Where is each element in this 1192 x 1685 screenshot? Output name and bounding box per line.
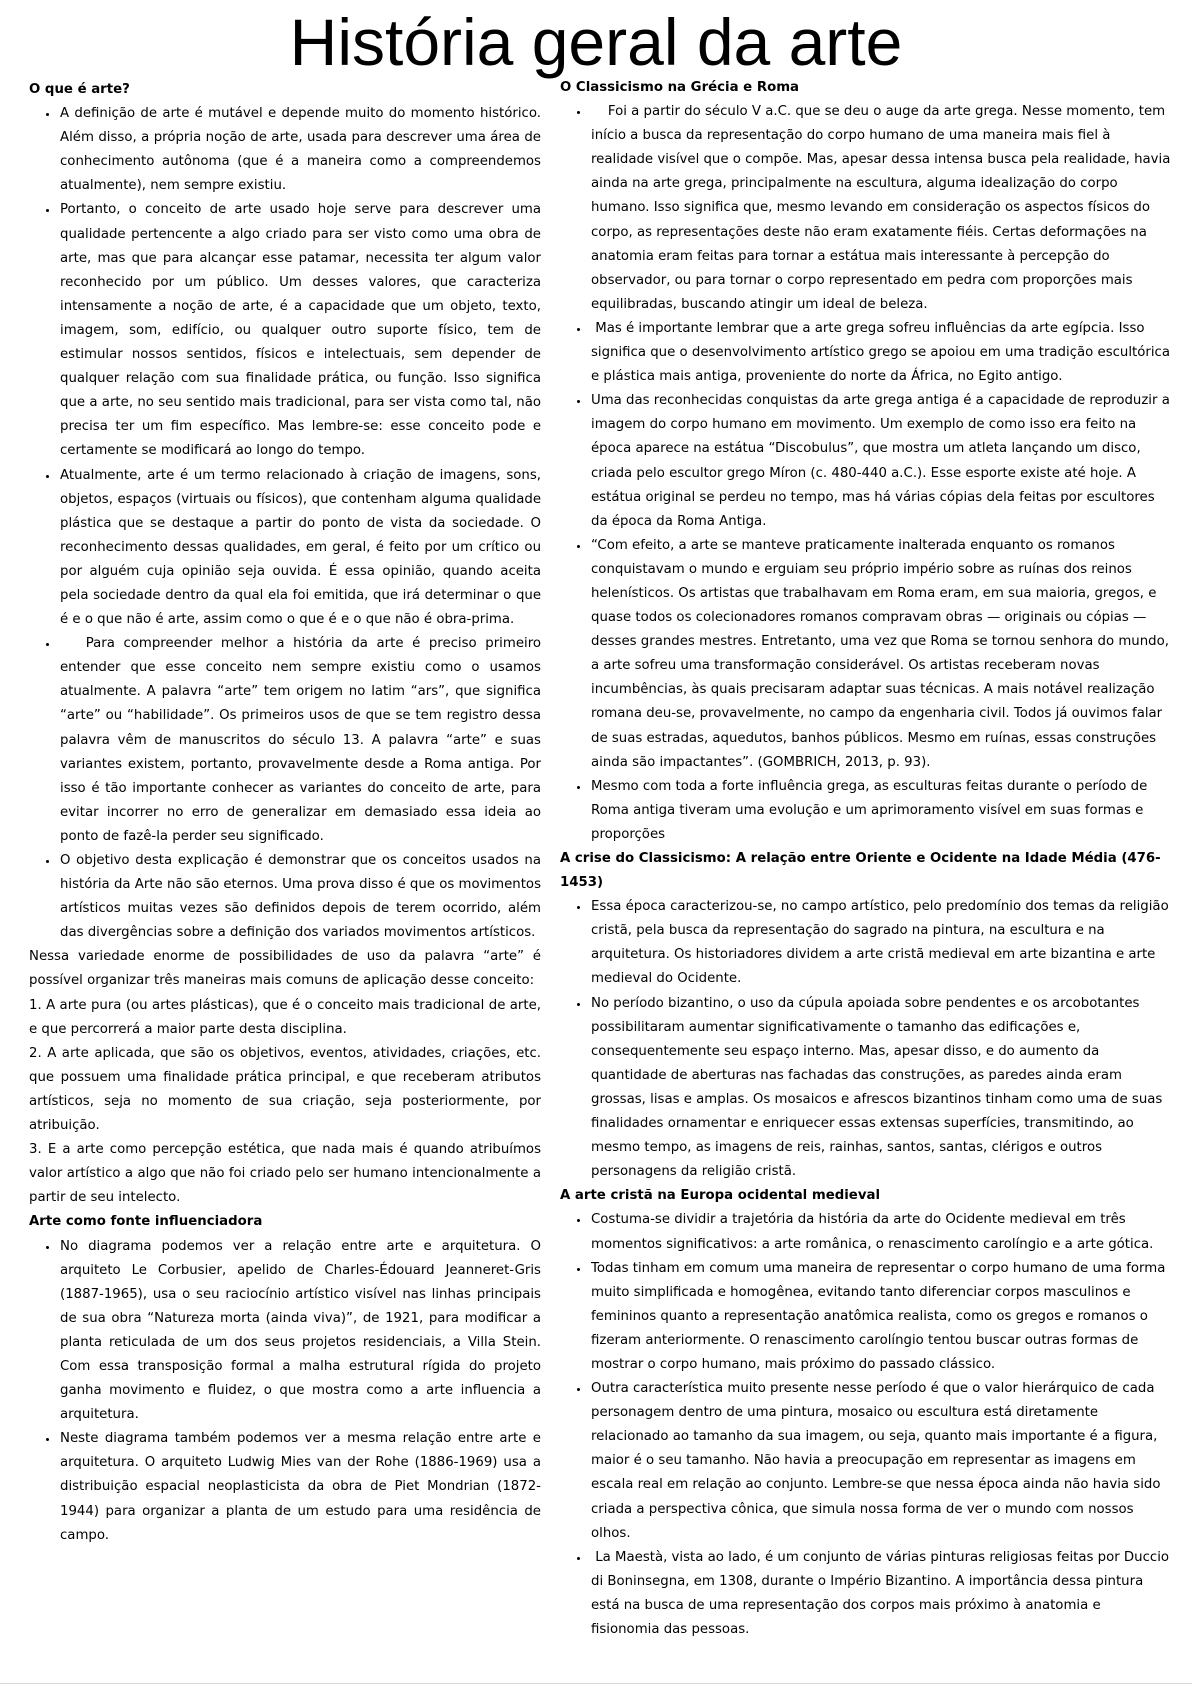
paragraph-aesthetic-art: 3. E a arte como percepção estética, que nada mais é quando atribuímos valor artístico a algo que não foi criado pelo ser humano intencionalmente a partir de seu intelecto. <box>29 1142 541 1206</box>
list-item: • Uma das reconhecidas conquistas da arte grega antiga é a capacidade de reproduzir a imagem do corpo humano em movimento. Um exemplo de como isso era feito na época aparece na estátua “Discobulus”, que mostra um atleta lançando um disco, criada pelo escultor grego Míron (c. 480-440 a.C.). Esse esporte existe até hoje. A estátua original se perdeu no tempo, mas há várias cópias dela feitas por escultores da época da Roma Antiga. <box>590 389 1172 534</box>
list-item: • Neste diagrama também podemos ver a mesma relação entre arte e arquitetura. O arquiteto Ludwig Mies van der Rohe (1886-1969) usa a distribuição espacial neoplasticista da obra de Piet Mondrian (1872-1944) para organizar a planta de um estudo para uma residência de campo. <box>59 1427 541 1547</box>
list-item: • No período bizantino, o uso da cúpula apoiada sobre pendentes e os arcobotantes possibilitaram aumentar significativamente o tamanho das edificações e, consequentemente seu espaço interno. Mas, apesar disso, e do aumento da quantidade de aberturas nas fachadas das construções, as paredes ainda eram grossas, lisas e amplas. Os mosaicos e afrescos bizantinos tinham como uma de suas finalidades ornamentar e enriquecer essas extensas superfícies, transmitindo, ao mesmo tempo, as imagens de reis, rainhas, santos, santas, clérigos e outros personagens da religião cristã. <box>590 992 1172 1185</box>
paragraph-pure-art: 1. A arte pura (ou artes plásticas), que é o conceito mais tradicional de arte, e que percorrerá a maior parte desta disciplina. <box>29 997 541 1037</box>
section-heading-classicism: O Classicismo na Grécia e Roma <box>560 80 800 95</box>
list-item: • O objetivo desta explicação é demonstrar que os conceitos usados na história da Arte não são eternos. Uma prova disso é que os movimentos artísticos muitas vezes são definidos depois de terem ocorrido, além das divergências sobre a definição dos variados movimentos artísticos. <box>59 849 541 945</box>
list-item: • Atualmente, arte é um termo relacionado à criação de imagens, sons, objetos, espaços (virtuais ou físicos), que contenham alguma qualidade plástica que se destaque a partir do ponto de vista da sociedade. O reconhecimento dessas qualidades, em geral, é feito por um crítico ou por alguém cuja opinião seja ouvida. É essa opinião, quando aceita pela sociedade dentro da qual ela foi emitida, que irá determinar o que é e o que não é arte, assim como o que é e o que não é obra-prima. <box>59 464 541 633</box>
list-item: • Outra característica muito presente nesse período é que o valor hierárquico de cada personagem dentro de uma pintura, mosaico ou escultura está diretamente relacionado ao tamanho da sua imagem, ou seja, quanto mais importante é a figura, maior é o seu tamanho. Não havia a preocupação em representar as imagens em escala real em relação ao conjunto. Lembre-se que nessa época ainda não havia sido criada a perspectiva cônica, que simula nossa forma de ver o mundo com nossos olhos. <box>590 1377 1172 1546</box>
section-heading-classicism-crisis: A crise do Classicismo: A relação entre Oriente e Ocidente na Idade Média (476-1453) <box>560 851 1161 891</box>
paragraph-intro: Nessa variedade enorme de possibilidades de uso da palavra “arte” é possível organizar três maneiras mais comuns de aplicação desse conceito: <box>29 949 541 989</box>
list-item: • Mesmo com toda a forte influência grega, as esculturas feitas durante o período de Roma antiga tiveram uma evolução e um aprimoramento visível em suas formas e proporções <box>590 775 1172 847</box>
bullet-list-art-influence <box>29 1235 541 1548</box>
list-item: • Para compreender melhor a história da arte é preciso primeiro entender que esse conceito nem sempre existiu como o usamos atualmente. A palavra “arte” tem origem no latim “ars”, que significa “arte” ou “habilidade”. Os primeiros usos de que se tem registro dessa palavra vêm de manuscritos do século 13. A palavra “arte” e suas variantes existem, portanto, provavelmente desde a Roma antiga. Por isso é tão importante conhecer as variantes do conceito de arte, para evitar incorrer no erro de generalizar em demasiado essa ideia ao ponto de fazê-la perder seu significado. <box>59 632 541 849</box>
section-heading-christian-art: A arte cristã na Europa ocidental medieval <box>560 1188 881 1204</box>
list-item: • Costuma-se dividir a trajetória da história da arte do Ocidente medieval em três momentos significativos: a arte românica, o renascimento carolíngio e a arte gótica. <box>590 1208 1172 1256</box>
list-item: • A definição de arte é mutável e depende muito do momento histórico. Além disso, a própria noção de arte, usada para descrever uma área de conhecimento autônoma (que é a maneira como a compreendemos atualmente), nem sempre existiu. <box>59 102 541 198</box>
paragraph-applied-art: 2. A arte aplicada, que são os objetivos, eventos, atividades, criações, etc. que possuem uma finalidade prática principal, e que receberam atributos artísticos, seja no momento de sua criação, seja posteriormente, por atribuição. <box>29 1045 541 1134</box>
list-item: • Portanto, o conceito de arte usado hoje serve para descrever uma qualidade pertencente a algo criado para ser visto como uma obra de arte, mas que para alcançar esse patamar, necessita ter algum valor reconhecido por um público. Um desses valores, que caracteriza intensamente a noção de arte, é a capacidade que um objeto, texto, imagem, som, edifício, ou qualquer outro suporte físico, tem de estimular nossos sentidos, físicos e intelectuais, sem depender de qualquer relação com sua finalidade prática, ou função. Isso significa que a arte, no seu sentido mais tradicional, para ser vista como tal, não precisa ter um fim específico. Mas lembre-se: esse conceito pode e certamente se modificará ao longo do tempo. <box>59 198 541 463</box>
bullet-list-christian-art <box>560 1208 1172 1642</box>
list-item: • La Maestà, vista ao lado, é um conjunto de várias pinturas religiosas feitas por Duccio di Boninsegna, em 1308, durante o Império Bizantino. A importância dessa pintura está na busca de uma representação dos corpos mais próximo à anatomia e fisionomia das pessoas. <box>590 1546 1172 1642</box>
section-heading-art-influence: Arte como fonte influenciadora <box>29 1214 263 1230</box>
right-column <box>560 76 1175 1642</box>
list-item: • Foi a partir do século V a.C. que se deu o auge da arte grega. Nesse momento, tem início a busca da representação do corpo humano de uma maneira mais fiel à realidade visível que o compõe. Mas, apesar dessa intensa busca pela realidade, havia ainda na arte grega, principalmente na escultura, alguma idealização do corpo humano. Isso significa que, mesmo levando em consideração os aspectos físicos do corpo, as representações deste não eram exatamente fiéis. Certas deformações na anatomia eram feitas para tornar a estátua mais interessante à percepção do observador, ou para tornar o corpo representado em pedra com proporções mais equilibradas, buscando atingir um ideal de beleza. <box>590 100 1172 317</box>
list-item: • “Com efeito, a arte se manteve praticamente inalterada enquanto os romanos conquistavam o mundo e erguiam seu próprio império sobre as ruínas dos reinos helenísticos. Os artistas que trabalhavam em Roma eram, em sua maioria, gregos, e quase todos os colecionadores romanos compravam obras — originais ou cópias — desses grandes mestres. Entretanto, uma vez que Roma se tornou senhora do mundo, a arte sofreu uma transformação considerável. Os artistas receberam novas incumbências, às quais precisaram adaptar suas técnicas. A mais notável realização romana deu-se, provavelmente, no campo da engenharia civil. Todos já ouvimos falar de suas estradas, aquedutos, banhos públicos. Mesmo em ruínas, essas construções ainda são impactantes”. (GOMBRICH, 2013, p. 93). <box>590 534 1172 775</box>
page-title: História geral da arte <box>289 5 903 79</box>
bullet-list-classicism <box>560 100 1175 847</box>
bullet-list-what-is-art <box>29 102 546 945</box>
bullet-list-classicism-crisis <box>560 895 1172 1184</box>
section-heading-what-is-art: O que é arte? <box>29 82 130 97</box>
list-item: • Todas tinham em comum uma maneira de representar o corpo humano de uma forma muito simplificada e homogênea, evitando tanto diferenciar corpos masculinos e femininos quanto a representação anatômica realista, como os gregos e romanos o fizeram anteriormente. O renascimento carolíngio tentou buscar outras formas de mostrar o corpo humano, mais próximo do passado clássico. <box>590 1257 1172 1377</box>
list-item: • Essa época caracterizou-se, no campo artístico, pelo predomínio dos temas da religião cristã, pela busca da representação do sagrado na pintura, na escultura e na arquitetura. Os historiadores dividem a arte cristã medieval em arte bizantina e arte medieval do Ocidente. <box>590 895 1172 991</box>
left-column <box>29 78 546 1548</box>
page-bottom-divider <box>0 1683 1192 1684</box>
list-item: • Mas é importante lembrar que a arte grega sofreu influências da arte egípcia. Isso significa que o desenvolvimento artístico grego se apoiou em uma tradição escultórica e plástica mais antiga, proveniente do norte da África, no Egito antigo. <box>590 317 1172 389</box>
list-item: • No diagrama podemos ver a relação entre arte e arquitetura. O arquiteto Le Corbusier, apelido de Charles-Édouard Jeanneret-Gris (1887-1965), usa o seu raciocínio artístico visível nas linhas principais de sua obra “Natureza morta (ainda viva)”, de 1921, para modificar a planta reticulada de um dos seus projetos residenciais, a Villa Stein. Com essa transposição formal a malha estrutural rígida do projeto ganha movimento e fluidez, o que mostra como a arte influencia a arquitetura. <box>59 1235 541 1428</box>
